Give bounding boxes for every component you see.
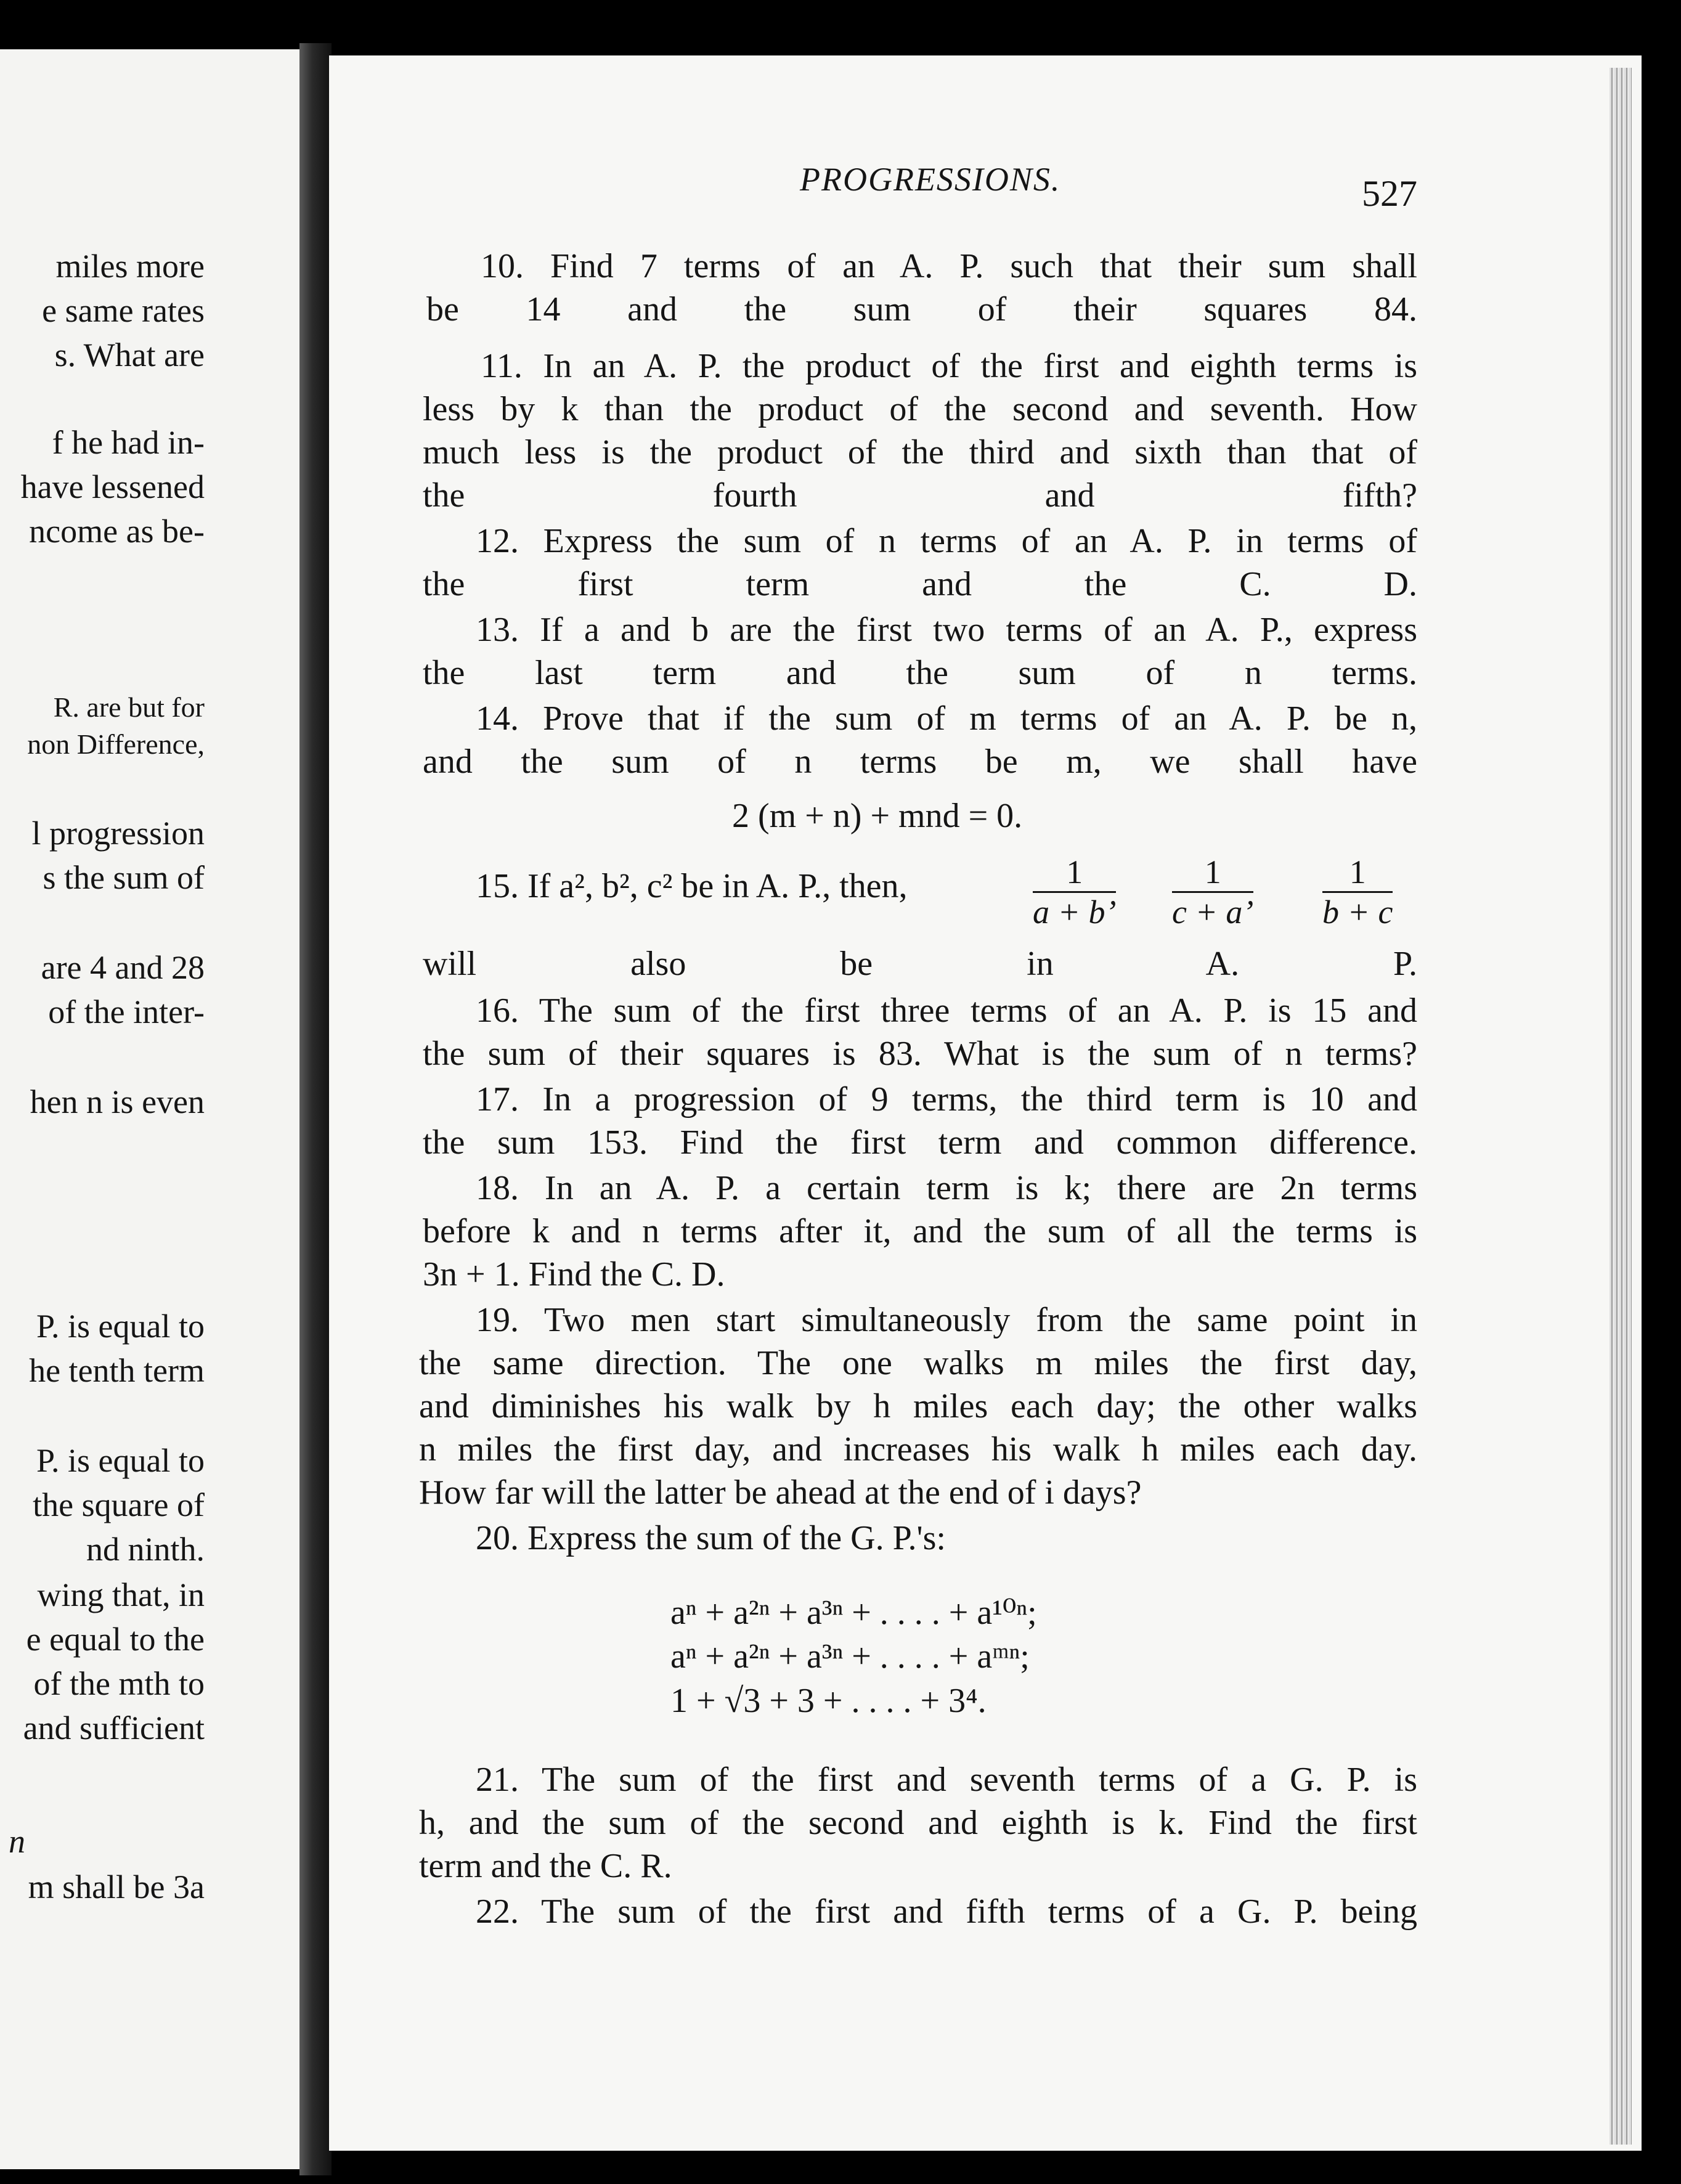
left-line: l progression [31,815,205,852]
problem-line: before k and n terms after it, and the sum of all the terms is [423,1212,1417,1250]
problem-line: will also be in A. P. [423,945,1417,983]
problem-line: 13. If a and b are the first two terms of an A. P., express [476,611,1417,649]
problem-line: h, and the sum of the second and eighth is k. Find the first [419,1804,1417,1842]
left-line: P. is equal to [36,1442,205,1479]
left-line: s. What are [54,336,205,373]
problem-line: 10. Find 7 terms of an A. P. such that their sum shall [481,247,1417,285]
left-line: and sufficient [23,1709,205,1746]
left-line: hen n is even [30,1083,205,1120]
book-gutter [299,43,332,2175]
fraction [1033,853,1116,931]
problem-line: n miles the first day, and increases his walk h miles each day. [419,1430,1417,1469]
fraction-numerator: 1 [1322,853,1393,893]
left-line: R. are but for [53,691,205,723]
fraction [1322,853,1393,931]
problem-line: 20. Express the sum of the G. P.'s: [476,1519,946,1557]
left-line: of the inter- [48,993,205,1030]
problem-line: the sum of their squares is 83. What is the sum of n terms? [423,1035,1417,1073]
left-line: s the sum of [43,859,205,896]
left-line: P. is equal to [36,1308,205,1345]
problem-line: and the sum of n terms be m, we shall have [423,743,1417,781]
left-line: miles more [55,248,205,285]
left-line: the square of [33,1486,205,1523]
left-line: e same rates [42,292,205,329]
left-line: are 4 and 28 [41,949,205,986]
problem-line: the first term and the C. D. [423,565,1417,603]
fraction-denominator: b + c [1322,894,1393,931]
problem-line: 17. In a progression of 9 terms, the third term is 10 and [476,1080,1417,1118]
left-line: n [9,1823,25,1860]
fraction [1172,853,1253,931]
fraction-numerator: 1 [1033,853,1116,893]
left-line: e equal to the [26,1621,205,1658]
left-page [0,49,312,2169]
problem-line: and diminishes his walk by h miles each day; the other walks [419,1387,1417,1425]
series-line: aⁿ + a²ⁿ + a³ⁿ + . . . . + a¹⁰ⁿ; [670,1594,1037,1632]
left-line: nd ninth. [86,1531,205,1568]
left-line: ncome as be- [29,513,205,550]
series-line: aⁿ + a²ⁿ + a³ⁿ + . . . . + aᵐⁿ; [670,1637,1030,1676]
equation-14: 2 (m + n) + mnd = 0. [732,797,1023,835]
problem-line: term and the C. R. [419,1847,672,1885]
problem-line: be 14 and the sum of their squares 84. [426,290,1417,328]
fraction-denominator: a + b’ [1033,894,1117,931]
problem-line: 15. If a², b², c² be in A. P., then, [476,867,908,905]
left-line: of the mth to [33,1665,205,1702]
left-line: m shall be 3a [28,1868,205,1905]
problem-line: 18. In an A. P. a certain term is k; there are 2n terms [476,1169,1417,1207]
left-line: have lessened [20,468,205,505]
running-header: PROGRESSIONS. [800,161,1061,198]
problem-line: less by k than the product of the second and seventh. How [423,390,1417,428]
fraction-denominator: c + a’ [1172,894,1254,931]
left-line: wing that, in [37,1576,205,1613]
problem-line: 16. The sum of the first three terms of an A. P. is 15 and [476,992,1417,1030]
series-line: 1 + √3 + 3 + . . . . + 3⁴. [670,1682,987,1720]
problem-line: 22. The sum of the first and fifth terms of a G. P. being [476,1893,1417,1931]
problem-line: 3n + 1. Find the C. D. [423,1255,725,1294]
problem-line: much less is the product of the third and sixth than that of [423,433,1417,471]
problem-line: the fourth and fifth? [423,476,1417,515]
problem-line: 11. In an A. P. the product of the first and eighth terms is [481,347,1417,385]
problem-line: 14. Prove that if the sum of m terms of an A. P. be n, [476,699,1417,738]
problem-line: 12. Express the sum of n terms of an A. P. in terms of [476,522,1417,560]
problem-line: 19. Two men start simultaneously from the same point in [476,1301,1417,1339]
left-line: non Difference, [27,728,205,760]
problem-line: the last term and the sum of n terms. [423,654,1417,692]
problem-line: the same direction. The one walks m miles the first day, [419,1344,1417,1382]
problem-line: the sum 153. Find the first term and common difference. [423,1123,1417,1162]
problem-line: How far will the latter be ahead at the end of i days? [419,1473,1142,1512]
left-line: f he had in- [52,424,205,461]
page-edge [1610,68,1632,2145]
page-number: 527 [1362,173,1417,214]
left-line: he tenth term [29,1352,205,1389]
problem-line: 21. The sum of the first and seventh terms of a G. P. is [476,1761,1417,1799]
fraction-numerator: 1 [1172,853,1253,893]
